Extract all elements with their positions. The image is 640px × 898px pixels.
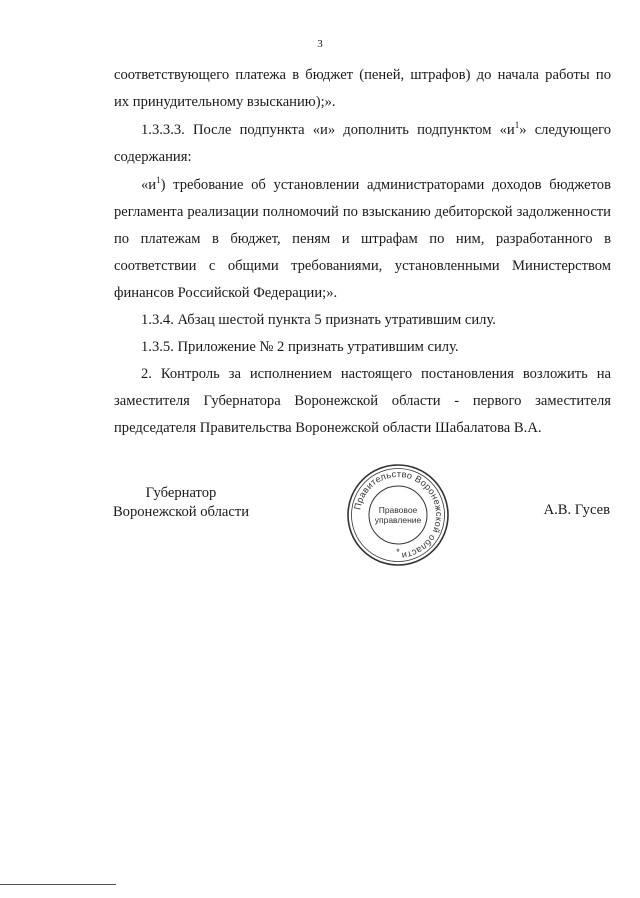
seal-star-icon: * (396, 547, 400, 557)
continuation-line-end: их принудительному взысканию);». (114, 94, 336, 110)
signatory-name: А.В. Гусев (543, 502, 610, 518)
paragraph-2: 2. Контроль за исполнением настоящего постановления возложить на заместителя Губернатора Воронежской области - первого заместителя председателя Правительства Воронежской области Шабалатова В.А. (114, 366, 611, 436)
paragraph-1-3-4: 1.3.4. Абзац шестой пункта 5 признать утратившим силу. (141, 312, 496, 328)
document-body (114, 62, 611, 442)
signatory-title (108, 484, 254, 522)
paragraph-1-3-5: 1.3.5. Приложение № 2 признать утратившим силу. (141, 339, 459, 355)
footer-divider (0, 884, 116, 885)
signatory-title-line1: Губернатор (145, 485, 217, 501)
paragraph-1-3-3-3: 1.3.3.3. После подпункта «и» дополнить подпунктом «$и^1$» следующего содержания: (114, 120, 612, 165)
seal-ring-text: Правительство Воронежской области (352, 468, 445, 561)
continuation-line: соответствующего платежа в бюджет (пеней, штрафов) до начала работы по (114, 67, 611, 83)
quoted-subparagraph: «$и^1$) требование об установлении администраторами доходов бюджетов регламента реализации полномочий по взысканию дебиторской задолженности по платежам в бюджет, пеням и штрафам по ним, разработанного в соответствии с общими требованиями, установленными Министерством финансов Российской Федерации;». (114, 175, 611, 301)
seal-center-line2: управление (374, 515, 422, 525)
signatory-title-line2: Воронежской области (112, 504, 250, 520)
seal-center-line1: Правовое (378, 505, 418, 515)
page-number: 3 (317, 38, 323, 50)
official-seal-stamp (346, 463, 450, 567)
